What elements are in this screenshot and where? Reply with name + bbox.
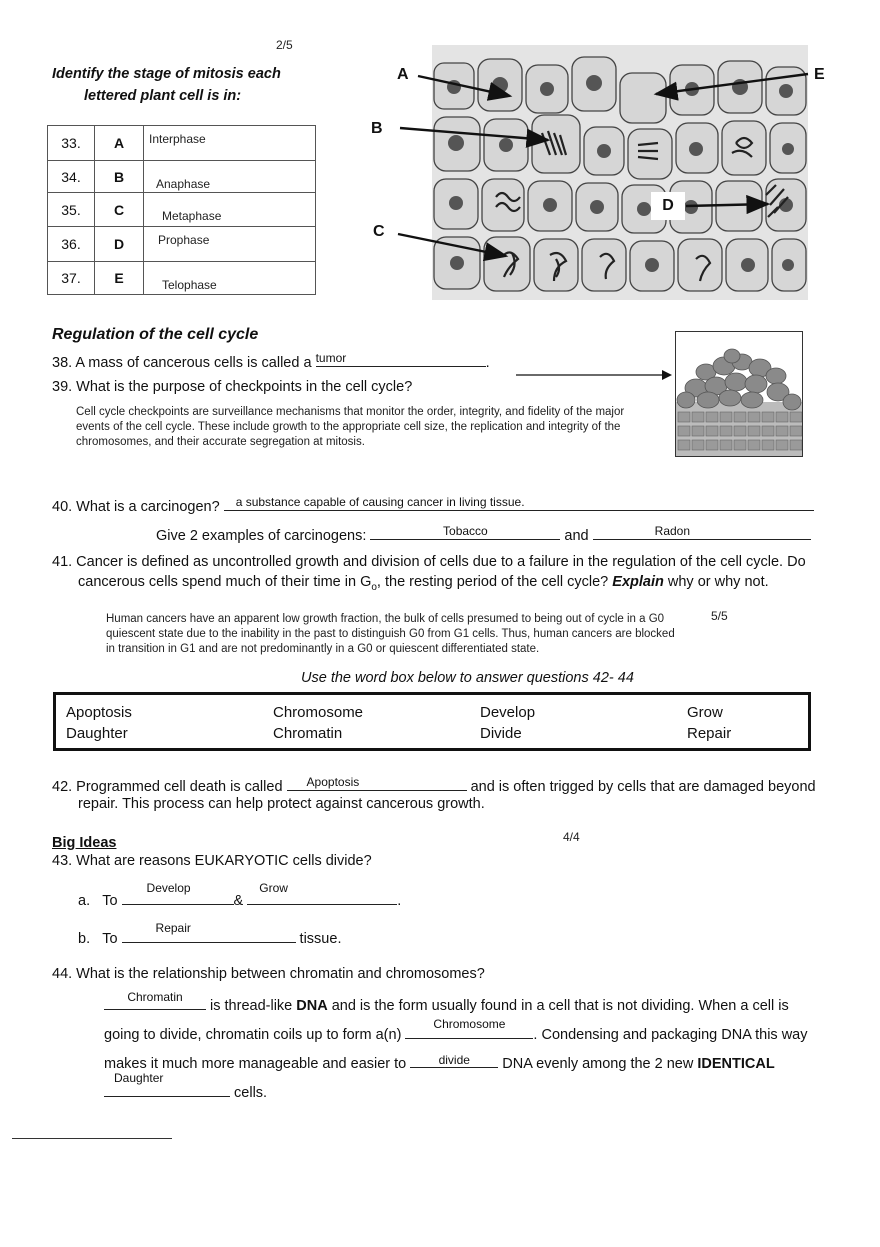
question-44: 44. What is the relationship between chromatin and chromosomes? (52, 966, 485, 982)
arrow-a (418, 76, 510, 96)
big-ideas-heading: Big Ideas (52, 835, 117, 851)
q40-answer: a substance capable of causing cancer in living tissue. (235, 495, 525, 509)
q44-chromosome-answer: Chromosome (433, 1017, 506, 1031)
stage-answer[interactable]: Interphase (149, 132, 206, 146)
mitosis-title-line2: lettered plant cell is in: (84, 88, 242, 104)
q44-l4-b: cells. (230, 1085, 268, 1101)
word-repair: Repair (687, 725, 732, 742)
q41-text-c: why or why not. (663, 574, 769, 590)
q42-answer-field[interactable] (287, 774, 467, 791)
label-a: A (397, 66, 409, 83)
q44-l3-a: makes it much more manageable and easier to (104, 1056, 411, 1072)
q44-chromatin-field[interactable] (104, 990, 206, 1010)
word-chromatin: Chromatin (273, 725, 343, 742)
q41-text-a: cancerous cells spend much of their time in G (78, 574, 372, 590)
q43a-to: To (102, 893, 122, 909)
q43b-to: To (102, 931, 122, 947)
tumor-arrow (510, 368, 675, 382)
q43a-end: . (397, 893, 402, 909)
page-score-middle: 5/5 (711, 609, 728, 623)
q40-answer-field[interactable] (224, 494, 814, 511)
q43a-amp: & (233, 893, 244, 909)
label-e: E (814, 66, 825, 83)
wordbox-instruction: Use the word box below to answer questions 42- 44 (301, 670, 634, 686)
q40-text: 40. What is a carcinogen? (52, 499, 224, 515)
row-letter: E (95, 262, 144, 295)
word-apoptosis: Apoptosis (66, 704, 132, 721)
q38-answer: tumor (315, 351, 347, 365)
q44-l3-b: DNA evenly among the 2 new (498, 1056, 698, 1072)
q39-answer[interactable]: Cell cycle checkpoints are surveillance mechanisms that monitor the order, integrity, and fidelity of the major events of the cell cycle. These include growth to the appropriate cell size, the replication and integrity of the chromosomes, and their accurate segregation at mitosis. (76, 406, 625, 448)
q44-chromosome-field[interactable] (405, 1017, 533, 1039)
page-score-lower: 4/4 (563, 830, 580, 844)
question-42-line2: repair. This process can help protect against cancerous growth. (78, 796, 485, 812)
question-39: 39. What is the purpose of checkpoints in the cell cycle? (52, 379, 413, 395)
row-letter: A (95, 126, 144, 161)
label-arrows (0, 0, 880, 320)
footnote-divider (12, 1138, 172, 1139)
arrow-b (400, 128, 548, 140)
row-letter: D (95, 227, 144, 262)
q38-text: 38. A mass of cancerous cells is called a (52, 355, 316, 371)
q43a-label: a. (78, 893, 91, 909)
page-score-top: 2/5 (276, 38, 293, 52)
question-43: 43. What are reasons EUKARYOTIC cells divide? (52, 853, 372, 869)
carcinogen-2-field[interactable] (593, 523, 811, 540)
word-divide: Divide (480, 725, 522, 742)
question-41-line2 (78, 572, 769, 598)
row-number: 35. (48, 193, 95, 227)
word-develop: Develop (480, 704, 536, 721)
stage-answer[interactable]: Metaphase (162, 209, 222, 223)
q43b-answer: Repair (155, 921, 191, 935)
q44-l2-a: going to divide, chromatin coils up to form a(n) (104, 1027, 406, 1043)
arrow-d (686, 204, 768, 206)
row-letter: C (95, 193, 144, 227)
row-number: 34. (48, 161, 95, 193)
q44-l2-b: . Condensing and packaging DNA this way (533, 1027, 808, 1043)
q38-answer-field[interactable] (316, 350, 486, 367)
q43a-answer1: Develop (146, 881, 191, 895)
question-40b (156, 523, 811, 546)
row-number: 36. (48, 227, 95, 262)
q44-daughter-field[interactable] (104, 1071, 230, 1097)
carcinogen-1-field[interactable] (370, 523, 560, 540)
q42-text-b: and is often trigged by cells that are damaged beyond (466, 779, 816, 795)
q44-line2 (104, 1017, 808, 1045)
question-41-line1: 41. Cancer is defined as uncontrolled growth and division of cells due to a failure in the regulation of the cell cycle. Do (52, 554, 806, 570)
label-c: C (373, 223, 385, 240)
question-38 (52, 350, 490, 373)
q41-subscript: o (371, 581, 377, 593)
q44-line1 (104, 990, 789, 1016)
q43a-answer1-field[interactable] (122, 881, 234, 905)
row-letter: B (95, 161, 144, 193)
q44-divide-field[interactable] (410, 1051, 498, 1068)
q44-divide-answer: divide (438, 1053, 470, 1067)
q44-identical: IDENTICAL (697, 1056, 775, 1072)
q41-answer[interactable]: Human cancers have an apparent low growth fraction, the bulk of cells presumed to being out of cycle in a G0 quiescent state due to the inability in the past to distinguish G0 from G1 cells. Thus, human cancers are blocked in transition in G1 and are not predominantly in a G0 or quiescent differentiated state. (106, 613, 675, 655)
q44-l1-a: is thread-like (206, 998, 297, 1014)
regulation-heading: Regulation of the cell cycle (52, 326, 259, 343)
stage-answer[interactable]: Prophase (158, 233, 210, 247)
and-text: and (564, 528, 589, 544)
q43b-end: tissue. (295, 931, 342, 947)
q43a-answer2-field[interactable] (247, 881, 397, 905)
mitosis-title-line1: Identify the stage of mitosis each (52, 66, 281, 82)
arrow-e (656, 74, 808, 94)
q44-chromatin-answer: Chromatin (127, 990, 183, 1004)
q41-explain: Explain (612, 574, 664, 590)
carcinogen-1: Tobacco (443, 524, 488, 538)
row-number: 33. (48, 126, 95, 161)
q43b-answer-field[interactable] (122, 921, 296, 943)
q44-l1-b: and is the form usually found in a cell that is not dividing. When a cell is (327, 998, 789, 1014)
q40b-text: Give 2 examples of carcinogens: (156, 528, 371, 544)
q43b-label: b. (78, 931, 91, 947)
carcinogen-2: Radon (654, 524, 691, 538)
stage-answer[interactable]: Telophase (162, 278, 217, 292)
question-43b (78, 921, 342, 949)
stage-answer[interactable]: Anaphase (156, 177, 211, 191)
q41-text-b: , the resting period of the cell cycle? (376, 574, 613, 590)
word-chromosome: Chromosome (273, 704, 364, 721)
q42-answer: Apoptosis (306, 775, 360, 789)
q43a-answer2: Grow (259, 881, 288, 895)
word-daughter: Daughter (66, 725, 128, 742)
q38-end: . (485, 355, 490, 371)
q44-line4 (104, 1071, 268, 1103)
question-43a (78, 881, 402, 911)
label-d: D (651, 192, 685, 220)
tumor-image (675, 331, 803, 457)
label-b: B (371, 120, 383, 137)
row-number: 37. (48, 262, 95, 295)
word-grow: Grow (687, 704, 723, 721)
question-40 (52, 494, 814, 517)
arrow-c (398, 234, 506, 256)
word-box (53, 692, 811, 751)
q42-text-a: 42. Programmed cell death is called (52, 779, 287, 795)
tumor-illustration (676, 332, 802, 456)
q44-dna: DNA (296, 998, 328, 1014)
q44-daughter-answer: Daughter (114, 1071, 164, 1085)
